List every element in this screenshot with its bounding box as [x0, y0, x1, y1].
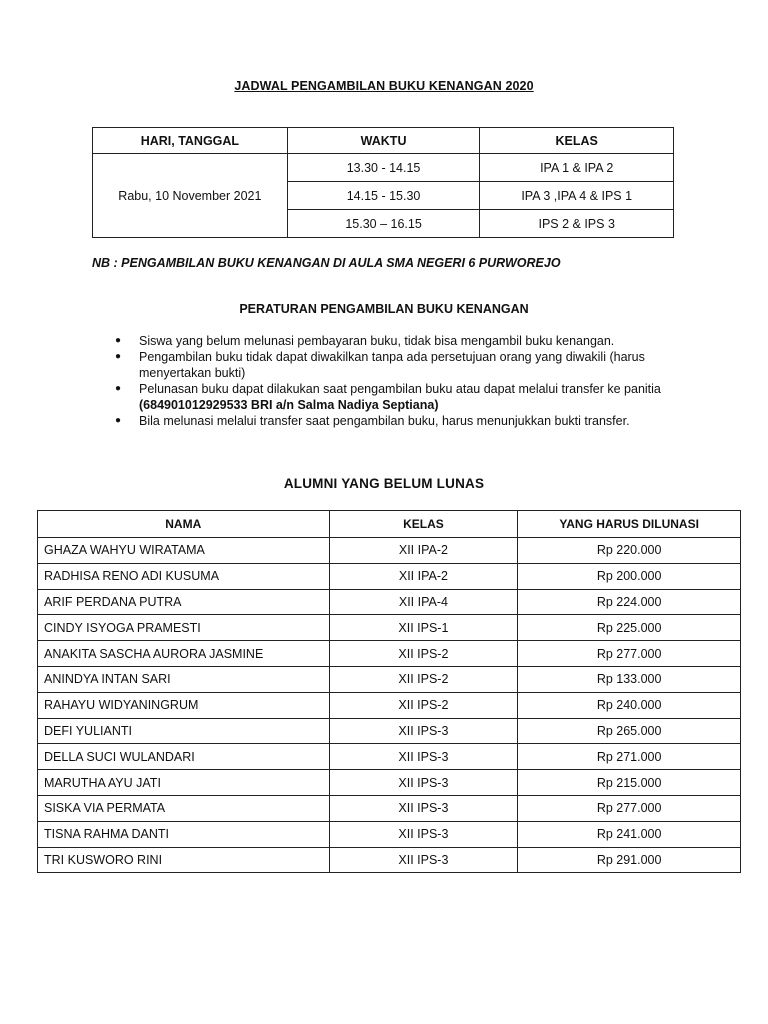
alumni-class: XII IPA-2: [329, 563, 518, 589]
alumni-amount: Rp 240.000: [518, 692, 741, 718]
table-row: [38, 666, 741, 692]
alumni-amount: Rp 277.000: [518, 795, 741, 821]
alumni-class: XII IPS-3: [329, 847, 518, 873]
alumni-class: XII IPS-3: [329, 821, 518, 847]
alumni-header-amount: YANG HARUS DILUNASI: [518, 511, 741, 538]
schedule-header-time: WAKTU: [287, 128, 480, 154]
alumni-class: XII IPS-3: [329, 718, 518, 744]
alumni-table-body: [38, 538, 741, 873]
schedule-time: 14.15 - 15.30: [287, 182, 480, 210]
table-row: [38, 821, 741, 847]
schedule-header-class: KELAS: [480, 128, 674, 154]
alumni-amount: Rp 271.000: [518, 744, 741, 770]
alumni-name: DELLA SUCI WULANDARI: [38, 744, 330, 770]
alumni-name: RAHAYU WIDYANINGRUM: [38, 692, 330, 718]
alumni-name: ANINDYA INTAN SARI: [38, 666, 330, 692]
alumni-class: XII IPS-3: [329, 744, 518, 770]
alumni-name: ARIF PERDANA PUTRA: [38, 589, 330, 615]
alumni-name: RADHISA RENO ADI KUSUMA: [38, 563, 330, 589]
table-row: [38, 538, 741, 564]
alumni-table: [37, 510, 741, 873]
alumni-amount: Rp 241.000: [518, 821, 741, 847]
schedule-table: [92, 127, 674, 238]
alumni-amount: Rp 225.000: [518, 615, 741, 641]
table-row: [38, 744, 741, 770]
schedule-header-day: HARI, TANGGAL: [93, 128, 288, 154]
table-row: [38, 770, 741, 796]
table-row: [38, 641, 741, 667]
alumni-name: ANAKITA SASCHA AURORA JASMINE: [38, 641, 330, 667]
location-note: NB : PENGAMBILAN BUKU KENANGAN DI AULA SMA NEGERI 6 PURWOREJO: [92, 256, 561, 270]
schedule-time: 13.30 - 14.15: [287, 154, 480, 182]
schedule-row: [93, 154, 674, 182]
table-row: [38, 795, 741, 821]
alumni-class: XII IPS-2: [329, 666, 518, 692]
schedule-header-row: [93, 128, 674, 154]
rule-text: Bila melunasi melalui transfer saat pengambilan buku, harus menunjukkan bukti transfer.: [139, 414, 630, 428]
rule-item: [112, 349, 682, 381]
bullet-icon: ●: [115, 383, 122, 394]
schedule-class: IPS 2 & IPS 3: [480, 210, 674, 238]
table-row: [38, 692, 741, 718]
alumni-title: ALUMNI YANG BELUM LUNAS: [283, 476, 485, 491]
schedule-class: IPA 3 ,IPA 4 & IPS 1: [480, 182, 674, 210]
bank-account-info: (684901012929533 BRI a/n Salma Nadiya Septiana): [139, 398, 439, 412]
rule-text: Pelunasan buku dapat dilakukan saat pengambilan buku atau dapat melalui transfer ke panitia: [139, 382, 661, 396]
alumni-class: XII IPA-2: [329, 538, 518, 564]
alumni-amount: Rp 277.000: [518, 641, 741, 667]
rule-item: [112, 413, 682, 429]
schedule-class: IPA 1 & IPA 2: [480, 154, 674, 182]
alumni-name: TRI KUSWORO RINI: [38, 847, 330, 873]
bullet-icon: ●: [115, 335, 122, 346]
alumni-amount: Rp 224.000: [518, 589, 741, 615]
alumni-amount: Rp 200.000: [518, 563, 741, 589]
alumni-amount: Rp 215.000: [518, 770, 741, 796]
alumni-name: MARUTHA AYU JATI: [38, 770, 330, 796]
rules-title: PERATURAN PENGAMBILAN BUKU KENANGAN: [239, 302, 529, 316]
alumni-name: TISNA RAHMA DANTI: [38, 821, 330, 847]
alumni-header-class: KELAS: [329, 511, 518, 538]
bullet-icon: ●: [115, 351, 122, 362]
alumni-class: XII IPS-3: [329, 795, 518, 821]
alumni-name: DEFI YULIANTI: [38, 718, 330, 744]
bullet-icon: ●: [115, 415, 122, 426]
table-row: [38, 718, 741, 744]
table-row: [38, 563, 741, 589]
schedule-day: Rabu, 10 November 2021: [93, 154, 288, 238]
table-row: [38, 847, 741, 873]
alumni-class: XII IPS-2: [329, 692, 518, 718]
document-title: JADWAL PENGAMBILAN BUKU KENANGAN 2020: [234, 79, 534, 93]
rule-text: Pengambilan buku tidak dapat diwakilkan tanpa ada persetujuan orang yang diwakili (harus menyertakan bukti): [139, 350, 645, 380]
alumni-name: CINDY ISYOGA PRAMESTI: [38, 615, 330, 641]
alumni-class: XII IPS-2: [329, 641, 518, 667]
alumni-class: XII IPA-4: [329, 589, 518, 615]
table-row: [38, 615, 741, 641]
alumni-name: GHAZA WAHYU WIRATAMA: [38, 538, 330, 564]
rules-list: [112, 333, 682, 429]
alumni-amount: Rp 133.000: [518, 666, 741, 692]
alumni-class: XII IPS-3: [329, 770, 518, 796]
schedule-time: 15.30 – 16.15: [287, 210, 480, 238]
alumni-amount: Rp 291.000: [518, 847, 741, 873]
rule-item: [112, 333, 682, 349]
alumni-name: SISKA VIA PERMATA: [38, 795, 330, 821]
alumni-amount: Rp 265.000: [518, 718, 741, 744]
alumni-header-row: [38, 511, 741, 538]
alumni-amount: Rp 220.000: [518, 538, 741, 564]
rule-text: Siswa yang belum melunasi pembayaran buku, tidak bisa mengambil buku kenangan.: [139, 334, 615, 348]
table-row: [38, 589, 741, 615]
alumni-class: XII IPS-1: [329, 615, 518, 641]
rule-item: [112, 381, 682, 413]
alumni-header-name: NAMA: [38, 511, 330, 538]
